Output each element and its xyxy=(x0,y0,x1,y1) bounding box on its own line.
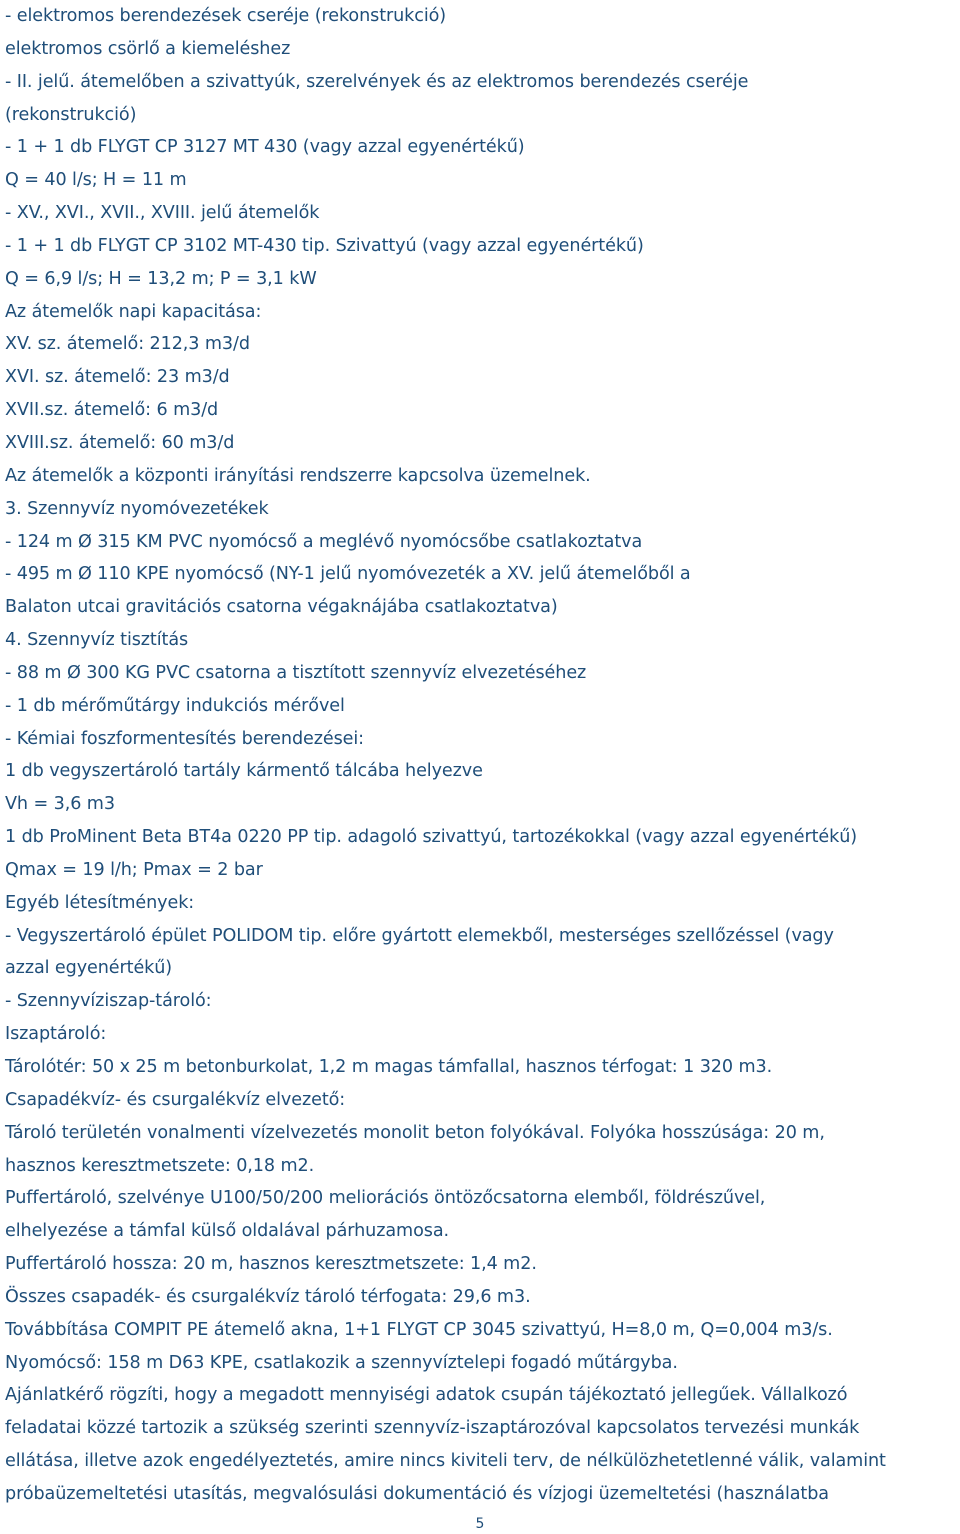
text-line: Puffertároló hossza: 20 m, hasznos keresztmetszete: 1,4 m2. xyxy=(5,1254,537,1275)
text-line: feladatai közzé tartozik a szükség szerinti szennyvíz-iszaptározóval kapcsolatos tervezési munkák xyxy=(5,1418,860,1439)
text-line: Egyéb létesítmények: xyxy=(5,892,195,913)
page-number: 5 xyxy=(475,1516,485,1532)
document-body xyxy=(5,0,955,1511)
text-line: XVI. sz. átemelő: 23 m3/d xyxy=(5,367,230,388)
text-line: ellátása, illetve azok engedélyeztetés, amire nincs kiviteli terv, de nélkülözhetetlenné válik, valamint xyxy=(5,1451,886,1472)
text-line: Összes csapadék- és csurgalékvíz tároló térfogata: 29,6 m3. xyxy=(5,1286,531,1307)
text-line: Ajánlatkérő rögzíti, hogy a megadott mennyiségi adatok csupán tájékoztató jellegűek. Vállalkozó xyxy=(5,1385,848,1406)
text-line: Qmax = 19 l/h; Pmax = 2 bar xyxy=(5,859,263,880)
text-line: XVII.sz. átemelő: 6 m3/d xyxy=(5,400,219,421)
text-line: azzal egyenértékű) xyxy=(5,958,173,979)
text-line: Q = 6,9 l/s; H = 13,2 m; P = 3,1 kW xyxy=(5,268,317,289)
text-line: - 1 + 1 db FLYGT CP 3102 MT-430 tip. Szivattyú (vagy azzal egyenértékű) xyxy=(5,235,644,256)
text-line: XVIII.sz. átemelő: 60 m3/d xyxy=(5,432,235,453)
text-line: Tárolótér: 50 x 25 m betonburkolat, 1,2 m magas támfallal, hasznos térfogat: 1 320 m3. xyxy=(5,1057,773,1077)
text-line: - 495 m Ø 110 KPE nyomócső (NY-1 jelű nyomóvezeték a XV. jelű átemelőből a xyxy=(5,564,691,585)
text-line: 3. Szennyvíz nyomóvezetékek xyxy=(5,498,269,519)
text-line: - II. jelű. átemelőben a szivattyúk, szerelvények és az elektromos berendezés cseréje xyxy=(5,71,749,92)
text-line: (rekonstrukció) xyxy=(5,104,137,125)
text-line: - elektromos berendezések cseréje (rekonstrukció) xyxy=(5,6,447,26)
text-line: Továbbítása COMPIT PE átemelő akna, 1+1 FLYGT CP 3045 szivattyú, H=8,0 m, Q=0,004 m3/s. xyxy=(5,1319,833,1340)
text-line: Az átemelők napi kapacitása: xyxy=(5,301,262,322)
text-line: - Kémiai foszformentesítés berendezései: xyxy=(5,728,364,749)
text-line: Puffertároló, szelvénye U100/50/200 meliorációs öntözőcsatorna elemből, földrészűvel, xyxy=(5,1188,766,1209)
text-line: 1 db ProMinent Beta BT4a 0220 PP tip. adagoló szivattyú, tartozékokkal (vagy azzal egyenértékű) xyxy=(5,827,858,848)
text-line: - 124 m Ø 315 KM PVC nyomócső a meglévő nyomócsőbe csatlakoztatva xyxy=(5,531,643,552)
text-line: - XV., XVI., XVII., XVIII. jelű átemelők xyxy=(5,203,320,224)
text-line: próbaüzemeltetési utasítás, megvalósulási dokumentáció és vízjogi üzemeltetési (használatba xyxy=(5,1483,829,1504)
text-line: Nyomócső: 158 m D63 KPE, csatlakozik a szennyvíztelepi fogadó műtárgyba. xyxy=(5,1352,678,1373)
text-line: 1 db vegyszertároló tartály kármentő tálcába helyezve xyxy=(5,761,483,782)
text-line: Q = 40 l/s; H = 11 m xyxy=(5,170,187,191)
text-line: elektromos csörlő a kiemeléshez xyxy=(5,38,291,59)
text-line: 4. Szennyvíz tisztítás xyxy=(5,630,189,651)
text-line: Iszaptároló: xyxy=(5,1024,107,1045)
text-line: Tároló területén vonalmenti vízelvezetés monolit beton folyókával. Folyóka hosszúsága: 20 m, xyxy=(5,1122,825,1143)
text-line: - 1 + 1 db FLYGT CP 3127 MT 430 (vagy azzal egyenértékű) xyxy=(5,137,525,158)
text-line: Vh = 3,6 m3 xyxy=(5,794,115,815)
text-line: Az átemelők a központi irányítási rendszerre kapcsolva üzemelnek. xyxy=(5,465,591,486)
text-line: Csapadékvíz- és csurgalékvíz elvezető: xyxy=(5,1089,346,1110)
text-line: Balaton utcai gravitációs csatorna végaknájába csatlakoztatva) xyxy=(5,597,558,618)
text-line: elhelyezése a támfal külső oldalával párhuzamosa. xyxy=(5,1221,449,1242)
text-line: XV. sz. átemelő: 212,3 m3/d xyxy=(5,334,250,355)
text-line: hasznos keresztmetszete: 0,18 m2. xyxy=(5,1155,315,1176)
text-line: - Szennyvíziszap-tároló: xyxy=(5,991,212,1012)
text-line: - 88 m Ø 300 KG PVC csatorna a tisztított szennyvíz elvezetéséhez xyxy=(5,662,587,683)
text-line: - Vegyszertároló épület POLIDOM tip. előre gyártott elemekből, mesterséges szellőzéssel (vagy xyxy=(5,925,834,946)
text-line: - 1 db mérőműtárgy indukciós mérővel xyxy=(5,695,345,716)
